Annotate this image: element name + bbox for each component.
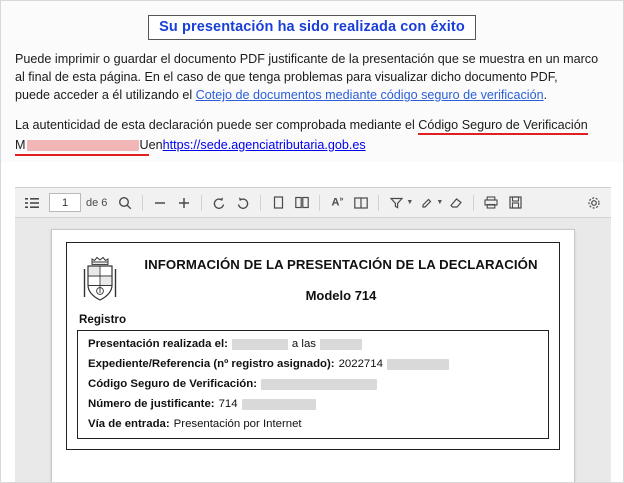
- row-label: Vía de entrada:: [88, 418, 170, 430]
- row-redaction: [387, 359, 449, 370]
- csv-code-prefix: M: [15, 138, 26, 152]
- table-row: [88, 418, 538, 430]
- toolbar-separator-5: [378, 195, 379, 211]
- toolbar-separator-2: [201, 195, 202, 211]
- plus-icon[interactable]: [173, 192, 195, 214]
- toolbar-separator-1: [142, 195, 143, 211]
- pdf-page-1: [51, 229, 575, 482]
- section-heading-registro: Registro: [79, 313, 127, 326]
- row-redaction-2: [320, 339, 362, 350]
- eraser-icon[interactable]: [445, 192, 467, 214]
- row-value: Presentación por Internet: [173, 418, 302, 430]
- sede-agenciatributaria-link[interactable]: https://sede.agenciatributaria.gob.es: [162, 138, 366, 152]
- table-row: [88, 338, 538, 350]
- document-title-block: [133, 251, 549, 303]
- csv-statement-highlight: Código Seguro de Verificación: [418, 118, 587, 135]
- minus-icon[interactable]: [149, 192, 171, 214]
- save-icon[interactable]: [504, 192, 526, 214]
- csv-code-redacted-group: [15, 136, 149, 156]
- split-view-icon[interactable]: [350, 192, 372, 214]
- single-page-icon[interactable]: [267, 192, 289, 214]
- csv-statement-text: La autenticidad de esta declaración puede ser comprobada mediante el: [15, 118, 419, 132]
- row-label: Presentación realizada el:: [88, 338, 228, 350]
- pdf-toolbar: [15, 188, 611, 218]
- spain-coat-of-arms: [77, 251, 123, 305]
- table-row: [88, 398, 538, 410]
- info-paragraph-line2: al final de esta página. En el caso de que tenga problemas para visualizar dicho documento PDF,: [15, 70, 558, 84]
- rotate-left-icon[interactable]: [208, 192, 230, 214]
- list-icon[interactable]: [21, 192, 43, 214]
- cotejo-documentos-link[interactable]: Cotejo de documentos mediante código seguro de verificación: [195, 88, 544, 102]
- success-banner-text: Su presentación ha sido realizada con éxito: [148, 15, 476, 40]
- csv-code-suffix: U: [139, 138, 149, 152]
- info-paragraph-end: .: [543, 88, 548, 102]
- row-label: Expediente/Referencia (nº registro asignado):: [88, 358, 335, 370]
- toolbar-separator-6: [473, 195, 474, 211]
- document-model: Modelo 714: [305, 288, 377, 303]
- row-value: 714: [218, 398, 238, 410]
- chevron-down-icon-filter[interactable]: ▼: [406, 199, 414, 206]
- document-title: INFORMACIÓN DE LA PRESENTACIÓN DE LA DECLARACIÓN: [144, 257, 538, 272]
- row-label: Número de justificante:: [88, 398, 215, 410]
- row-redaction: [242, 399, 316, 410]
- csv-code-redaction: [27, 140, 139, 151]
- toolbar-separator-4: [319, 195, 320, 211]
- row-redaction: [261, 379, 377, 390]
- pdf-document-scroll-area[interactable]: [15, 219, 611, 482]
- csv-code-en: en: [148, 138, 163, 152]
- table-row: [88, 358, 538, 370]
- info-paragraph: [15, 50, 609, 104]
- search-icon[interactable]: [114, 192, 136, 214]
- printer-icon[interactable]: [480, 192, 502, 214]
- document-frame: [66, 242, 560, 450]
- filter-icon[interactable]: [385, 192, 407, 214]
- info-paragraph-line1: Puede imprimir o guardar el documento PDF justificante de la presentación que se muestra en un marco: [15, 52, 599, 66]
- document-header: [77, 251, 549, 305]
- table-row: [88, 378, 538, 390]
- csv-code-line: [15, 136, 609, 156]
- page-total-label: de 6: [86, 196, 108, 209]
- two-page-icon[interactable]: [291, 192, 313, 214]
- gear-icon[interactable]: [583, 192, 605, 214]
- toolbar-separator-3: [260, 195, 261, 211]
- registro-box: [77, 330, 549, 439]
- page-number-input[interactable]: [49, 193, 81, 212]
- row-redaction: [232, 339, 288, 350]
- success-banner: [15, 15, 609, 40]
- pdf-viewer: [15, 187, 611, 482]
- highlighter-icon[interactable]: [415, 192, 437, 214]
- info-paragraph-line3: puede acceder a él utilizando el: [15, 88, 196, 102]
- confirmation-message-area: [1, 1, 623, 162]
- text-format-icon[interactable]: A»: [331, 196, 344, 209]
- row-mid-text: a las: [291, 338, 316, 350]
- row-label: Código Seguro de Verificación:: [88, 378, 257, 390]
- rotate-right-icon[interactable]: [232, 192, 254, 214]
- csv-statement-line: [15, 116, 609, 134]
- chevron-down-icon-highlight[interactable]: ▼: [436, 199, 444, 206]
- row-value: 2022714: [338, 358, 383, 370]
